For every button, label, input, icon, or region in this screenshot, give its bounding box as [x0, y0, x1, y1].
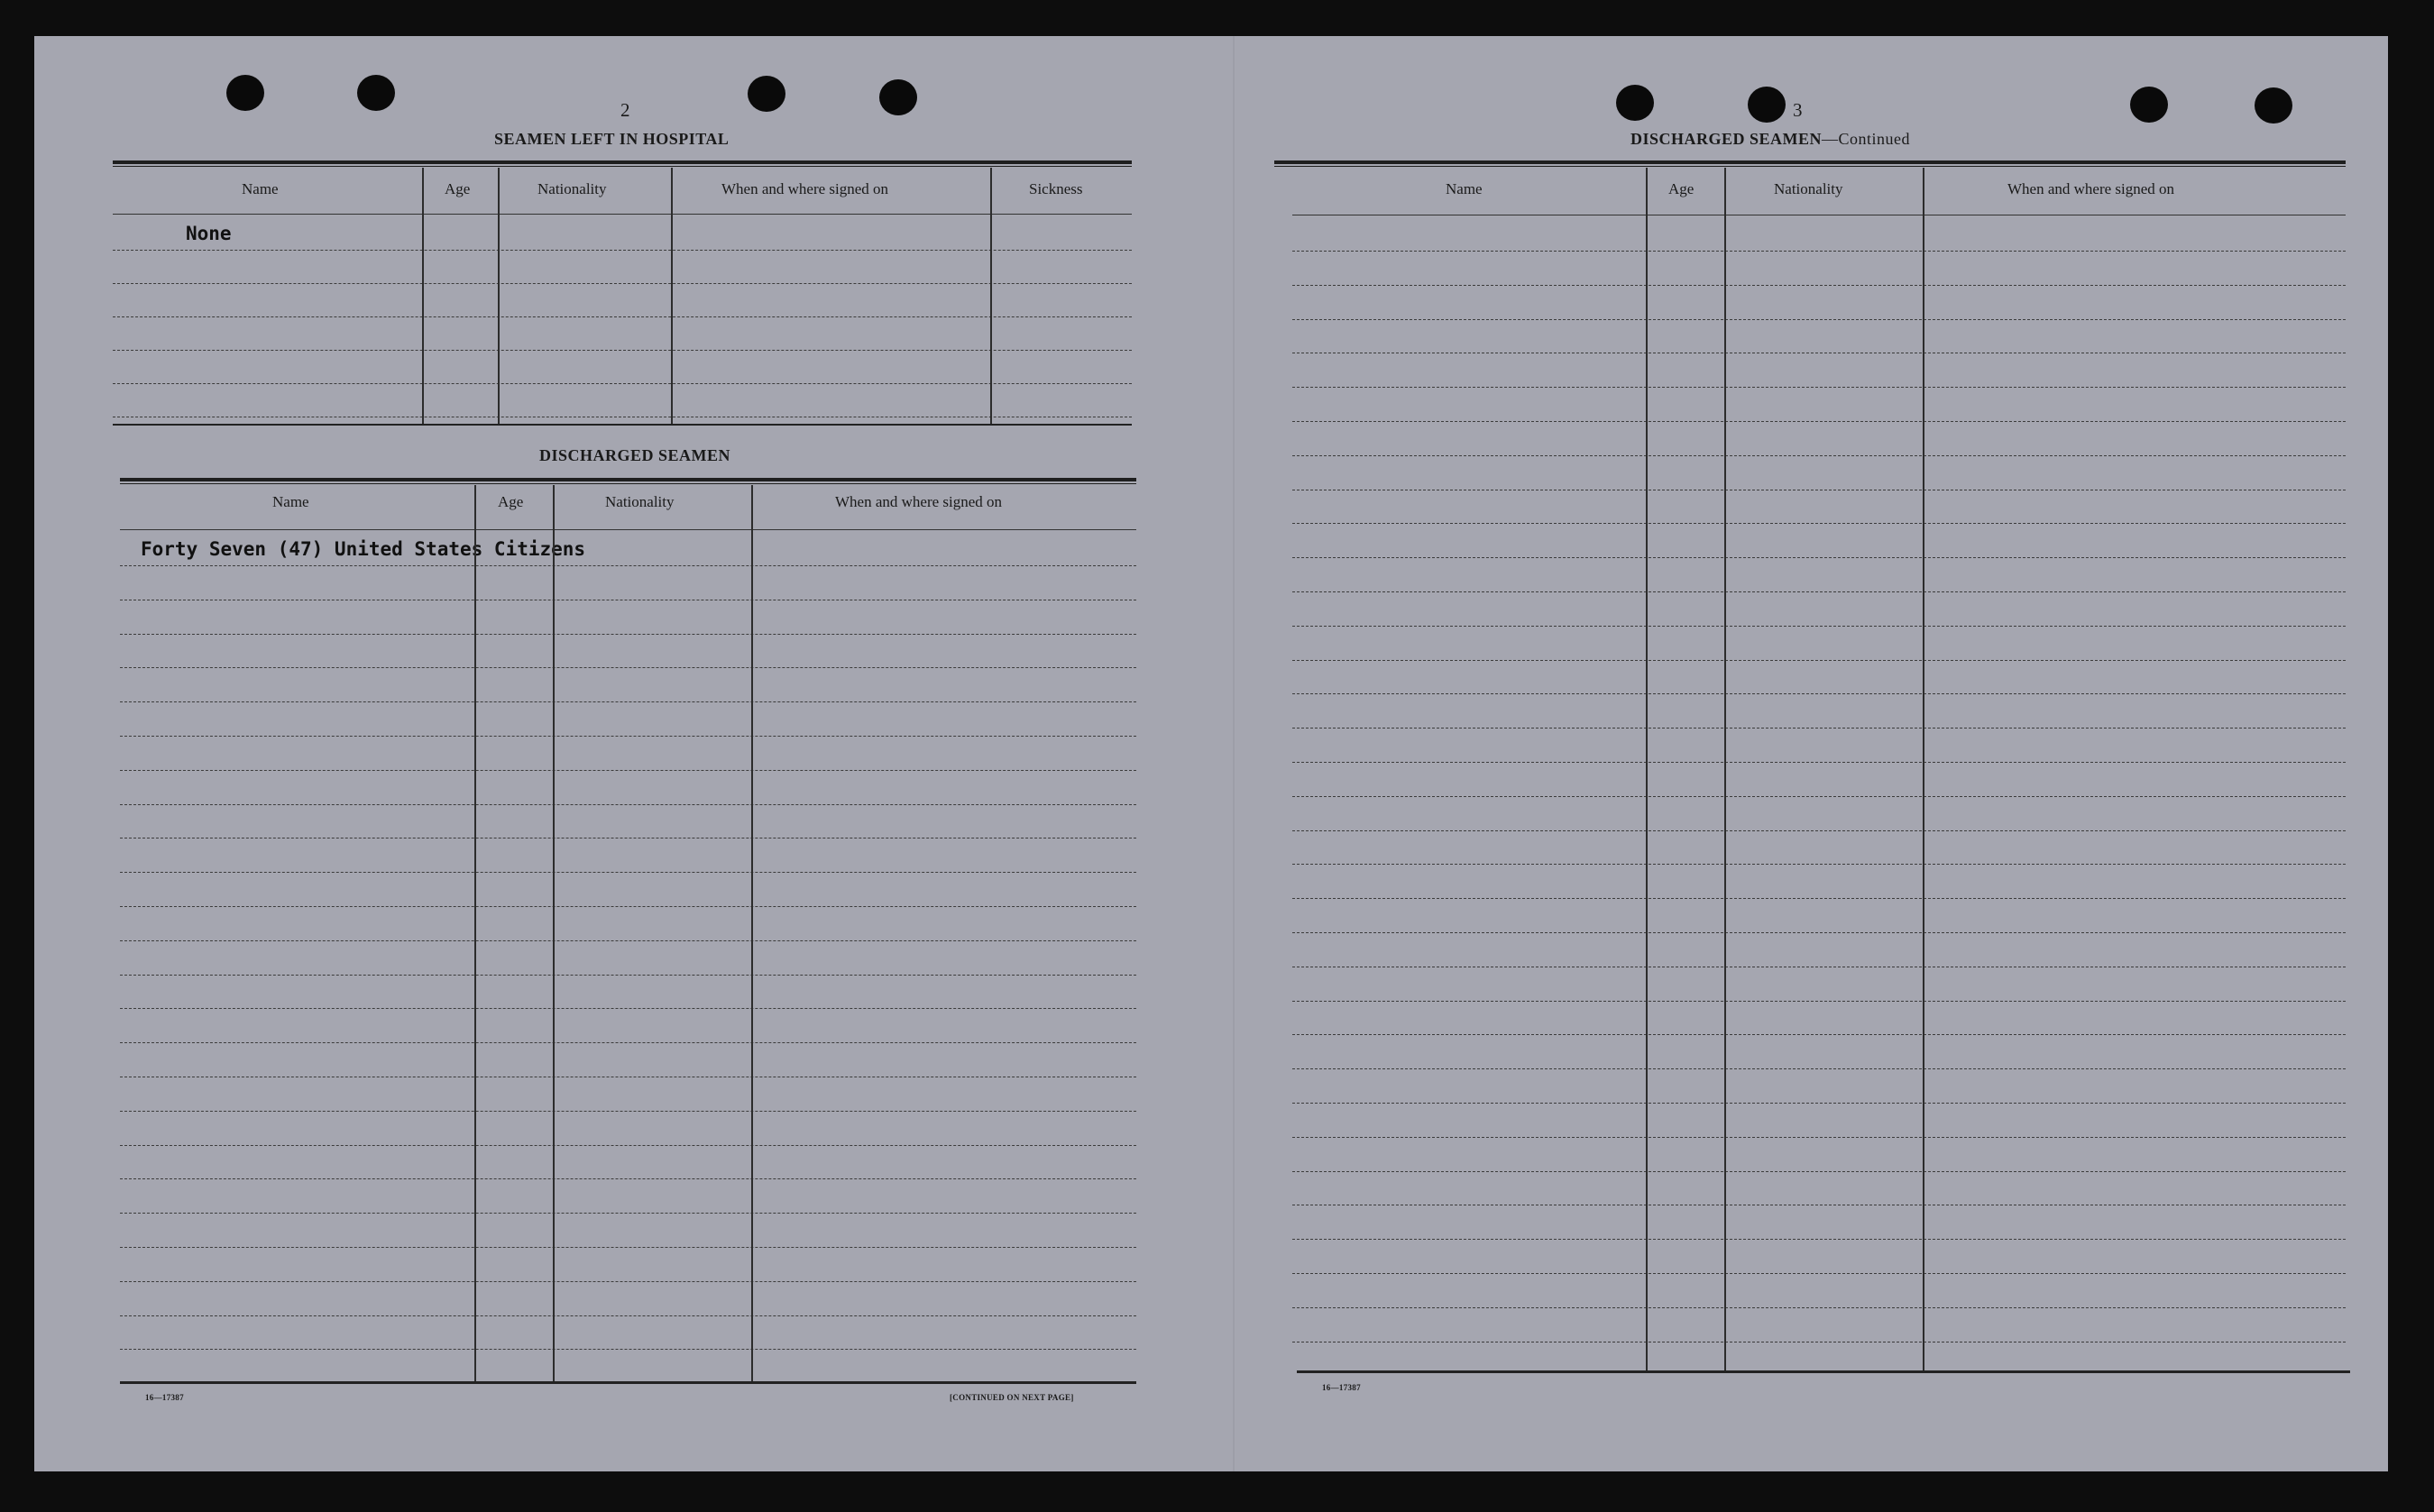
row-line: [120, 667, 1136, 668]
col-header-name: Name: [272, 493, 309, 510]
row-line: [1292, 1068, 2346, 1069]
continued-note: [CONTINUED ON NEXT PAGE]: [950, 1393, 1074, 1402]
row-line: [120, 1247, 1136, 1248]
punch-hole: [2255, 87, 2292, 124]
col-header-name: Name: [242, 180, 279, 197]
column-divider: [1923, 168, 1924, 1370]
row-line: [120, 804, 1136, 805]
row-line: [1292, 693, 2346, 694]
row-line: [120, 940, 1136, 941]
right-section-title-suffix: —Continued: [1822, 130, 1911, 148]
row-line: [120, 1111, 1136, 1112]
row-line: [1292, 591, 2346, 592]
row-line: [1292, 523, 2346, 524]
hospital-table-bottom-rule: [113, 424, 1132, 426]
row-line: [120, 906, 1136, 907]
right-page-number: 3: [1793, 99, 1803, 121]
row-line: [1292, 1001, 2346, 1002]
discharged-table-top-rule: [120, 478, 1136, 484]
right-table-top-rule: [1274, 160, 2346, 167]
col-header-name: Name: [1446, 180, 1483, 197]
page-fold: [1233, 36, 1235, 1471]
row-line: [113, 383, 1132, 384]
column-divider: [1724, 168, 1726, 1370]
row-line: [1292, 796, 2346, 797]
row-line: [1292, 1034, 2346, 1035]
col-header-sickness: Sickness: [1029, 180, 1083, 197]
col-header-signed-on: When and where signed on: [721, 180, 889, 197]
hospital-table-top-rule: [113, 160, 1132, 167]
hospital-section-title: SEAMEN LEFT IN HOSPITAL: [494, 130, 730, 148]
row-line: [120, 1315, 1136, 1316]
row-line: [1292, 864, 2346, 865]
col-header-age: Age: [498, 493, 524, 510]
row-line: [1292, 660, 2346, 661]
column-divider: [990, 168, 992, 424]
row-line: [120, 975, 1136, 976]
ledger-sheet: [34, 36, 2388, 1471]
row-line: [1292, 830, 2346, 831]
column-divider: [1646, 168, 1648, 1370]
row-line: [113, 316, 1132, 317]
column-divider: [474, 485, 476, 1381]
hospital-header-rule: [113, 214, 1132, 215]
punch-hole: [226, 75, 264, 111]
col-header-signed-on: When and where signed on: [835, 493, 1003, 510]
row-line: [120, 1349, 1136, 1350]
row-line: [1292, 319, 2346, 320]
row-line: [113, 350, 1132, 351]
row-line: [120, 770, 1136, 771]
col-header-nationality: Nationality: [1774, 180, 1843, 197]
row-line: [120, 1213, 1136, 1214]
row-line: [120, 1145, 1136, 1146]
discharged-header-rule: [120, 529, 1136, 530]
row-line: [1292, 1103, 2346, 1104]
punch-hole: [879, 79, 917, 115]
punch-hole: [2130, 87, 2168, 123]
punch-hole: [1748, 87, 1786, 123]
col-header-age: Age: [445, 180, 471, 197]
discharged-section-title: DISCHARGED SEAMEN: [539, 446, 731, 464]
column-divider: [553, 485, 555, 1381]
hospital-entry: None: [186, 223, 232, 244]
column-divider: [422, 168, 424, 424]
form-number: 16—17387: [145, 1393, 184, 1402]
row-line: [1292, 1273, 2346, 1274]
row-line: [1292, 1239, 2346, 1240]
col-header-signed-on: When and where signed on: [2007, 180, 2175, 197]
punch-hole: [1616, 85, 1654, 121]
discharged-entry: Forty Seven (47) United States Citizens: [141, 538, 586, 560]
row-line: [120, 1042, 1136, 1043]
row-line: [1292, 898, 2346, 899]
row-line: [120, 1178, 1136, 1179]
row-line: [1292, 1137, 2346, 1138]
column-divider: [751, 485, 753, 1381]
col-header-age: Age: [1668, 180, 1695, 197]
form-number: 16—17387: [1322, 1383, 1361, 1392]
row-line: [1292, 285, 2346, 286]
row-line: [1292, 421, 2346, 422]
row-line: [113, 283, 1132, 284]
col-header-nationality: Nationality: [537, 180, 607, 197]
row-line: [1292, 728, 2346, 729]
row-line: [120, 1008, 1136, 1009]
column-divider: [498, 168, 500, 424]
row-line: [120, 634, 1136, 635]
discharged-table-bottom-rule: [120, 1381, 1136, 1384]
row-line: [120, 736, 1136, 737]
row-line: [120, 565, 1136, 566]
punch-hole: [748, 76, 785, 112]
row-line: [120, 701, 1136, 702]
right-section-title-main: DISCHARGED SEAMEN: [1630, 130, 1823, 148]
row-line: [1292, 1171, 2346, 1172]
col-header-nationality: Nationality: [605, 493, 675, 510]
row-line: [1292, 1307, 2346, 1308]
row-line: [1292, 387, 2346, 388]
right-table-bottom-rule: [1297, 1370, 2350, 1373]
column-divider: [671, 168, 673, 424]
row-line: [1292, 455, 2346, 456]
row-line: [113, 250, 1132, 251]
row-line: [1292, 762, 2346, 763]
row-line: [1292, 557, 2346, 558]
right-section-title: [1630, 130, 1910, 149]
punch-hole: [357, 75, 395, 111]
row-line: [120, 872, 1136, 873]
row-line: [1292, 251, 2346, 252]
row-line: [1292, 626, 2346, 627]
row-line: [120, 1281, 1136, 1282]
left-page-number: 2: [620, 99, 630, 121]
row-line: [1292, 932, 2346, 933]
